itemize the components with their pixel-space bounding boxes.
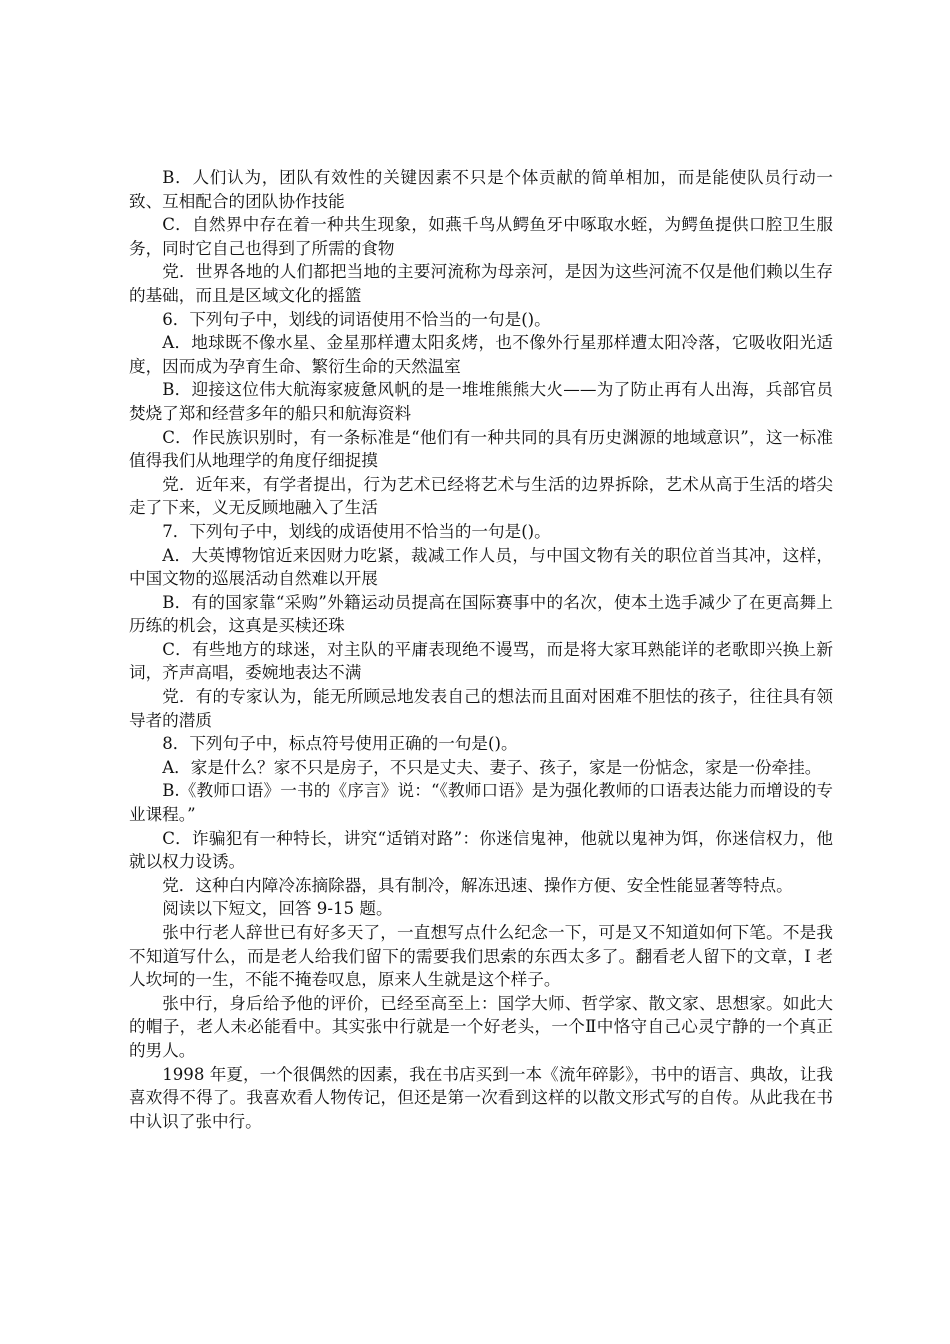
paragraph: A．地球既不像水星、金星那样遭太阳炙烤，也不像外行星那样遭太阳冷落，它吸收阳光适度，因而成为孕育生命、繁衍生命的天然温室: [129, 333, 833, 376]
reading-instruction: 阅读以下短文，回答 9-15 题。: [162, 899, 393, 919]
passage-paragraph: 张中行，身后给予他的评价，已经至高至上：国学大师、哲学家、散文家、思想家。如此大的帽子，老人未必能看中。其实张中行就是一个好老头，一个Ⅱ中恪守自己心灵宁静的一个真正的男人。: [129, 993, 833, 1060]
paragraph: 党．世界各地的人们都把当地的主要河流称为母亲河，是因为这些河流不仅是他们赖以生存的基础，而且是区域文化的摇篮: [129, 262, 833, 305]
paragraph: B．人们认为，团队有效性的关键因素不只是个体贡献的简单相加，而是能使队员行动一致、互相配合的团队协作技能: [129, 168, 833, 211]
question-6: 6．下列句子中，划线的词语使用不恰当的一句是()。: [162, 309, 551, 329]
paragraph: C．自然界中存在着一种共生现象，如燕千鸟从鳄鱼牙中啄取水蛭，为鳄鱼提供口腔卫生服务，同时它自己也得到了所需的食物: [129, 215, 833, 258]
paragraph: C．作民族识别时，有一条标准是“他们有一种共同的具有历史渊源的地域意识”，这一标准值得我们从地理学的角度仔细捉摸: [129, 427, 833, 471]
question-8: 8．下列句子中，标点符号使用正确的一句是()。: [162, 734, 518, 754]
document-body: [129, 166, 833, 1133]
question-7: 7．下列句子中，划线的成语使用不恰当的一句是()。: [162, 521, 551, 541]
paragraph: C．有些地方的球迷，对主队的平庸表现绝不谩骂，而是将大家耳熟能详的老歌即兴换上新词，齐声高唱，委婉地表达不满: [129, 639, 833, 683]
passage-paragraph: 张中行老人辞世已有好多天了，一直想写点什么纪念一下，可是又不知道如何下笔。不是我不知道写什么，而是老人给我们留下的需要我们思索的东西太多了。翻看老人留下的文章，I 老人坎坷的一生，不能不掩卷叹息，原来人生就是这个样子。: [129, 923, 833, 990]
paragraph: 党．近年来，有学者提出，行为艺术已经将艺术与生活的边界拆除，艺术从高于生活的塔尖走了下来，义无反顾地融入了生活: [129, 474, 833, 518]
passage-paragraph: 1998 年夏，一个很偶然的因素，我在书店买到一本《流年碎影》，书中的语言、典故，让我喜欢得不得了。我喜欢看人物传记，但还是第一次看到这样的以散文形式写的自传。从此我在书中认识了张中行。: [129, 1064, 833, 1131]
paragraph: B．有的国家靠“采购”外籍运动员提高在国际赛事中的名次，使本土选手减少了在更高舞上历练的机会，这真是买椟还珠: [129, 592, 833, 636]
paragraph: B.《教师口语》一书的《序言》说：“《教师口语》是为强化教师的口语表达能力而增设的专业课程。”: [129, 781, 833, 825]
paragraph: C．诈骗犯有一种特长，讲究“适销对路”：你迷信鬼神，他就以鬼神为饵，你迷信权力，他就以权力设诱。: [129, 828, 833, 872]
paragraph: A．家是什么？家不只是房子，不只是丈夫、妻子、孩子，家是一份惦念，家是一份牵挂。: [162, 757, 822, 777]
paragraph: 党．这种白内障冷冻摘除器，具有制冷，解冻迅速、操作方便、安全性能显著等特点。: [162, 875, 793, 895]
paragraph: B．迎接这位伟大航海家疲惫风帆的是一堆堆熊熊大火——为了防止再有人出海，兵部官员焚烧了郑和经营多年的船只和航海资料: [129, 380, 833, 423]
paragraph: A．大英博物馆近来因财力吃紧，裁减工作人员，与中国文物有关的职位首当其冲，这样，中国文物的巡展活动自然难以开展: [129, 545, 833, 589]
paragraph: 党．有的专家认为，能无所顾忌地发表自己的想法而且面对困难不胆怯的孩子，往往具有领导者的潜质: [129, 687, 833, 730]
